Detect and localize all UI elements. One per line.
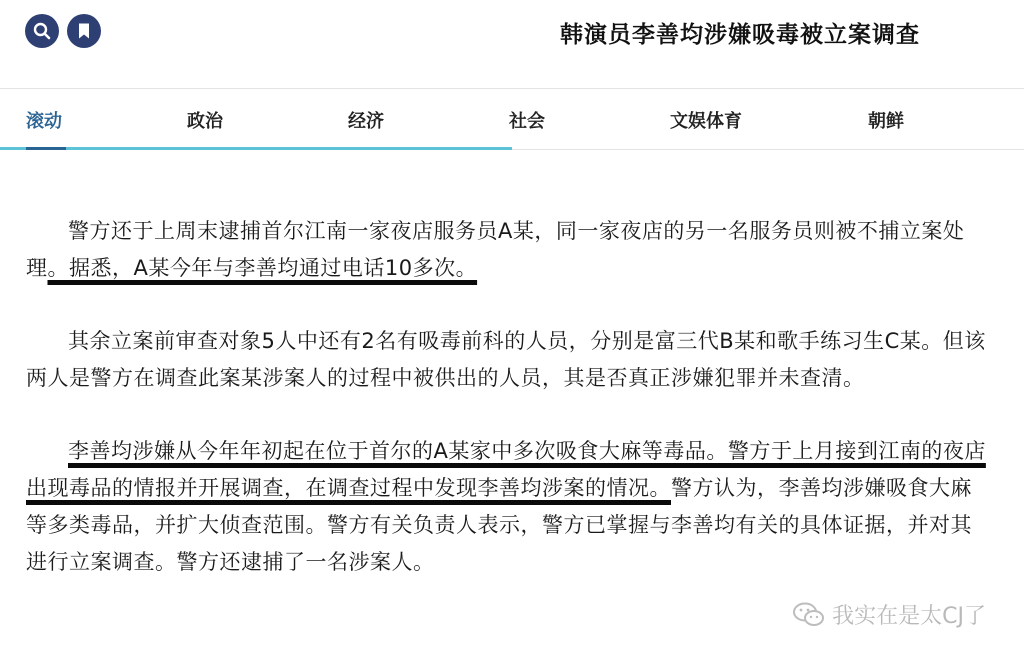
- tab-entertainment-sports[interactable]: 文娱体育: [670, 111, 742, 132]
- tab-society[interactable]: 社会: [509, 111, 545, 132]
- search-icon: [32, 21, 52, 41]
- bookmark-icon: [76, 22, 92, 40]
- active-tab-indicator: [26, 147, 66, 150]
- tab-progress-bar: [0, 147, 512, 150]
- watermark: [792, 599, 986, 630]
- paragraph-2: 其余立案前审查对象5人中还有2名有吸毒前科的人员，分别是富三代B某和歌手练习生C某。但该两人是警方在调查此案某涉案人的过程中被供出的人员，其是否真正涉嫌犯罪并未查清。: [26, 329, 986, 390]
- page-title: 韩演员李善均涉嫌吸毒被立案调查: [560, 22, 920, 48]
- underlined-highlight: 李善均涉嫌从今年年初起在位于首尔的A某家中多次吸食大麻等毒品。警方于上月接到江南的夜店出现毒品的情报并开展调查，在调查过程中发现李善均涉案的情况。: [26, 439, 986, 500]
- tab-economy[interactable]: 经济: [348, 111, 384, 132]
- paragraph-3-text: 警方认为，李善均涉嫌吸食大麻等多类毒品，并扩大侦查范围。警方有关负责人表示，警方已掌握与李善均有关的具体证据，并对其进行立案调查。警方还逮捕了一名涉案人。: [26, 476, 972, 574]
- underlined-highlight: 。据悉，A某今年与李善均通过电话10多次。: [47, 256, 478, 280]
- tab-north-korea[interactable]: 朝鲜: [868, 111, 904, 132]
- article-body: [26, 213, 986, 581]
- bookmark-button[interactable]: [67, 14, 101, 48]
- paragraph-3: [26, 433, 986, 581]
- wechat-icon: [792, 601, 826, 629]
- tab-scroll[interactable]: 滚动: [26, 111, 62, 132]
- tab-politics[interactable]: 政治: [187, 111, 223, 132]
- top-bar: [0, 0, 1024, 88]
- category-nav: [0, 88, 1024, 150]
- paragraph-1-text: 警方还于上周末逮捕首尔江南一家夜店服务员A某，同一家夜店的另一名服务员则被不捕立案处理: [26, 219, 965, 280]
- watermark-text: 我实在是太CJ了: [832, 604, 986, 629]
- search-button[interactable]: [25, 14, 59, 48]
- paragraph-1: [26, 213, 986, 287]
